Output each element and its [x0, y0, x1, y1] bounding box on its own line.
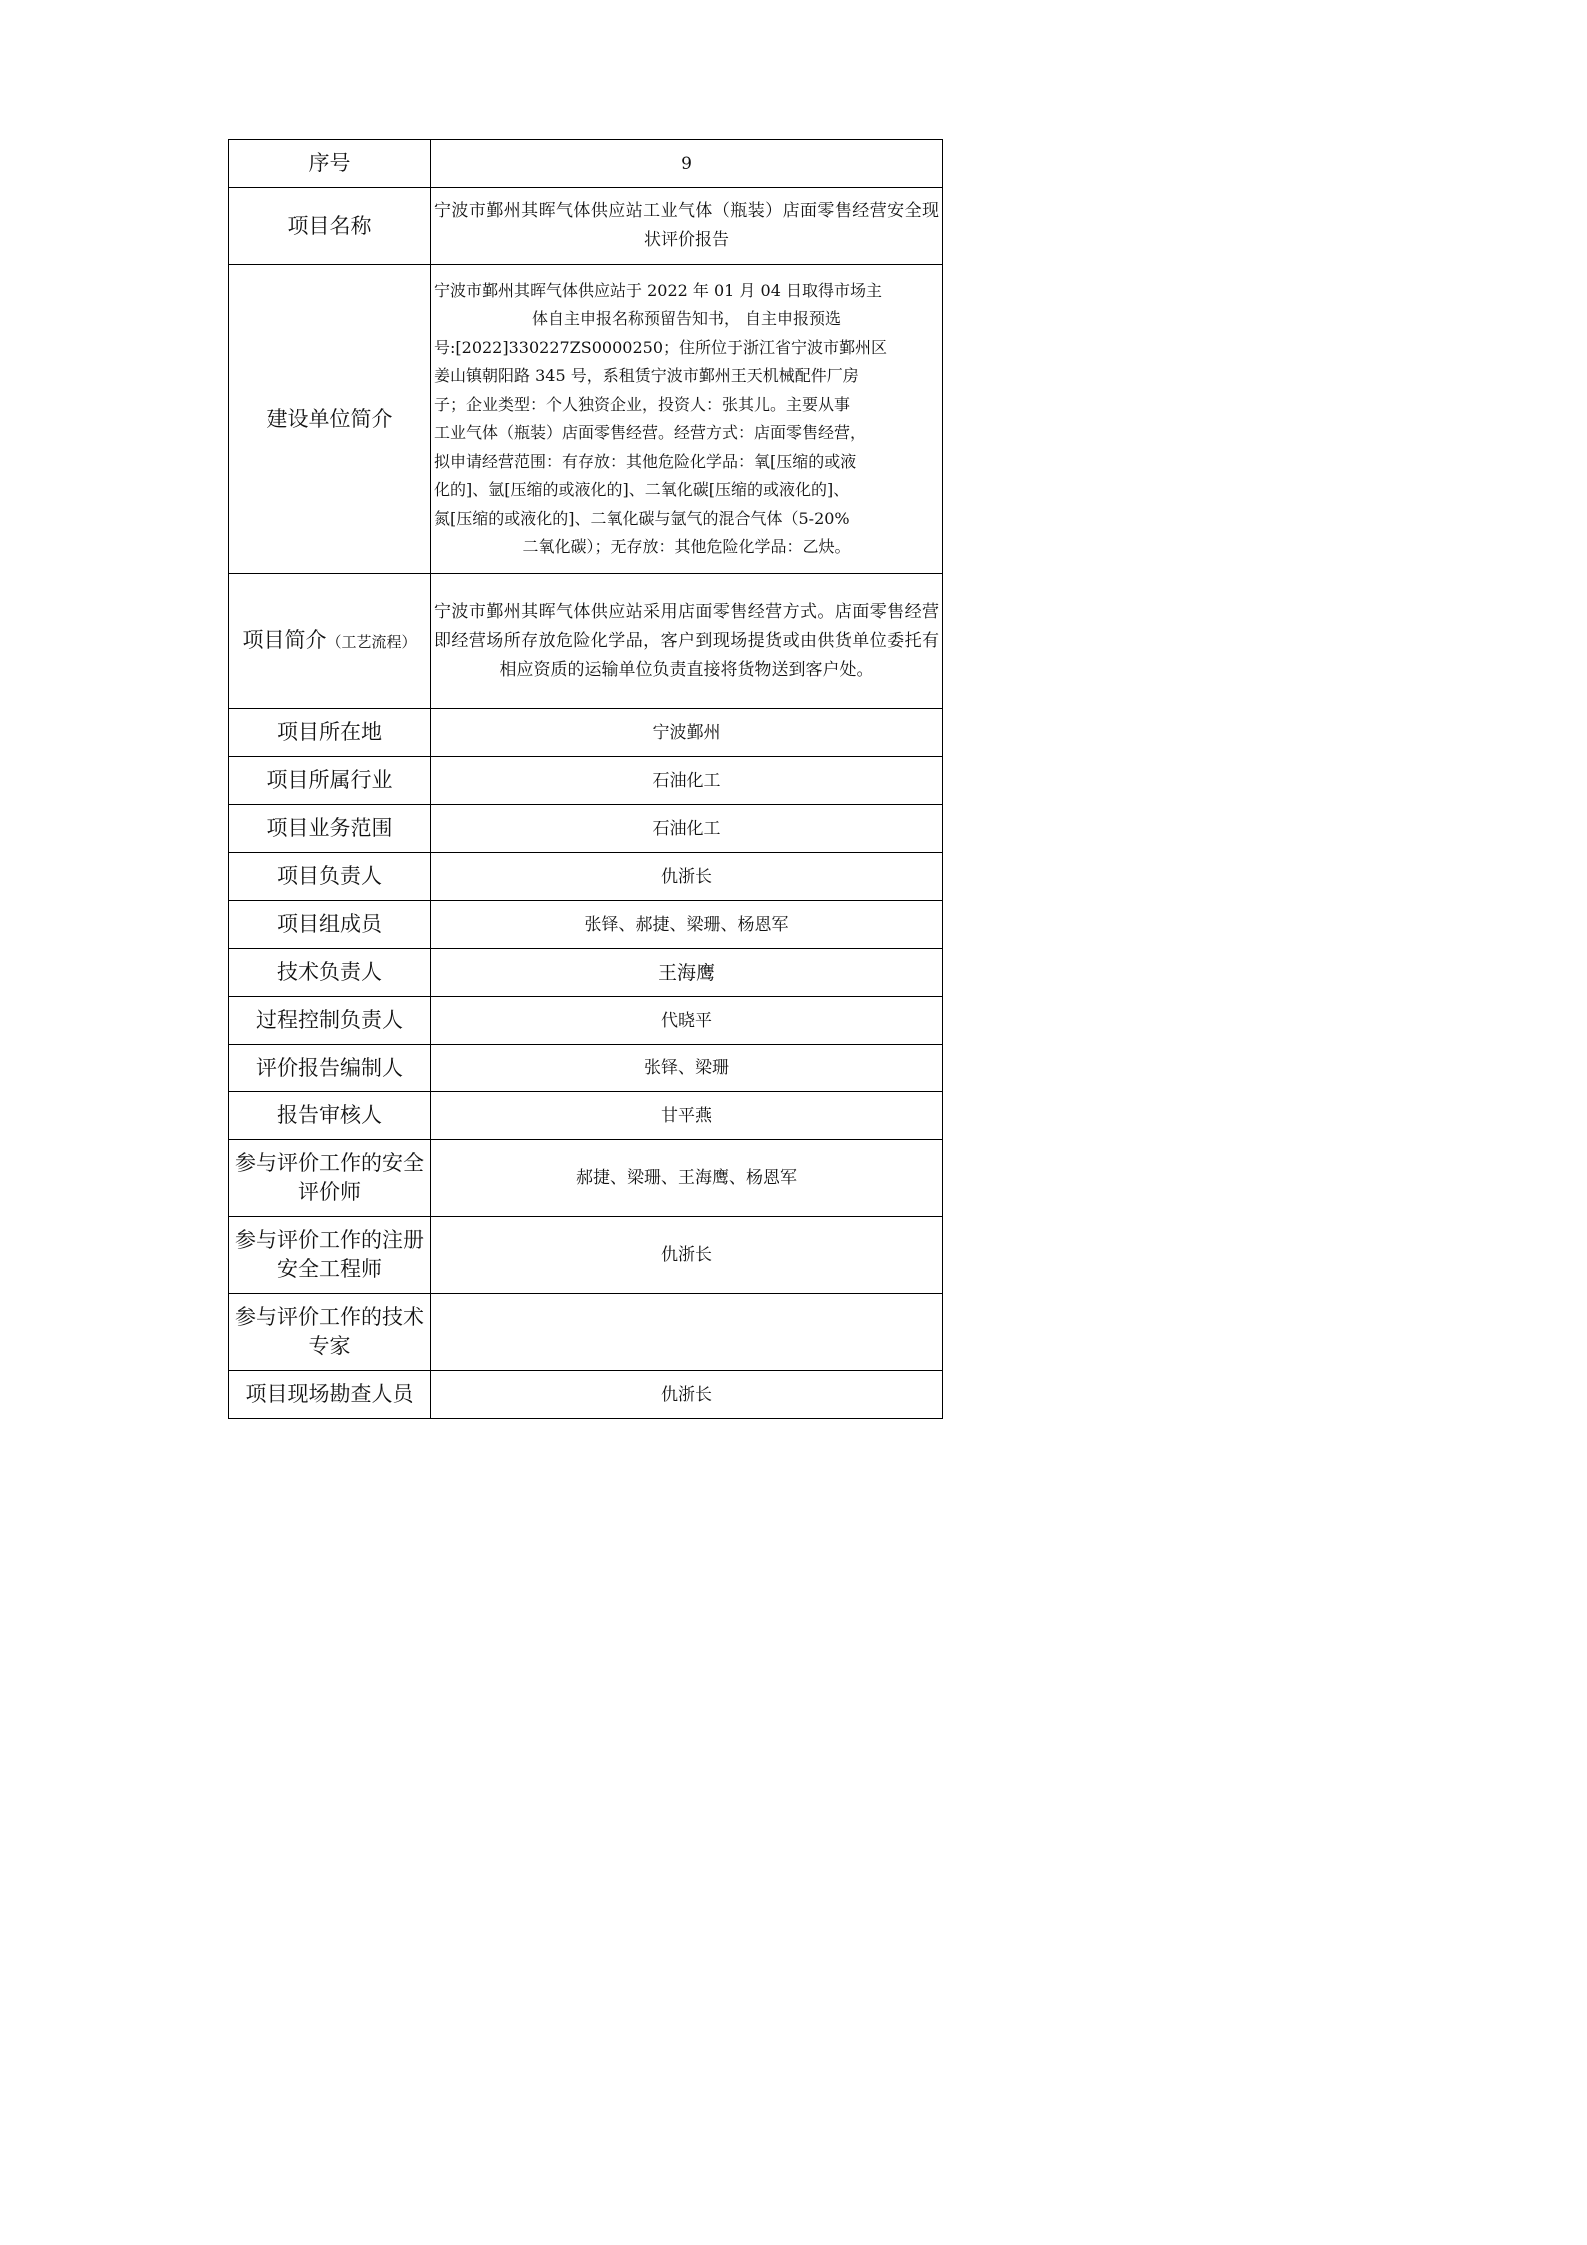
- row-label-process-control-lead: 过程控制负责人: [229, 997, 431, 1045]
- company-intro-line: 二氧化碳）；无存放：其他危险化学品：乙炔。: [522, 537, 851, 556]
- row-value-project-name: 宁波市鄞州其晖气体供应站工业气体（瓶装）店面零售经营安全现状评价报告: [431, 188, 943, 265]
- row-value-process-control-lead: 代晓平: [431, 997, 943, 1045]
- table-row: [229, 140, 943, 188]
- table-row: [229, 1045, 943, 1092]
- table-row: [229, 1092, 943, 1140]
- row-value-site-survey: 仇浙长: [431, 1371, 943, 1419]
- row-label-safety-assessors: 参与评价工作的安全评价师: [229, 1140, 431, 1217]
- row-value-team-members: 张铎、郝捷、梁珊、杨恩军: [431, 901, 943, 949]
- project-info-table: [228, 139, 943, 1419]
- company-intro-line: 化的]、氩[压缩的或液化的]、二氧化碳[压缩的或液化的]、: [434, 480, 850, 499]
- table-row: [229, 853, 943, 901]
- row-label-industry: 项目所属行业: [229, 757, 431, 805]
- company-intro-line: 氮[压缩的或液化的]、二氧化碳与氩气的混合气体（5-20%: [434, 508, 850, 528]
- row-value-serial: 9: [431, 140, 943, 188]
- row-label-team-members: 项目组成员: [229, 901, 431, 949]
- row-label-tech-experts: 参与评价工作的技术专家: [229, 1294, 431, 1371]
- row-label-project-name: 项目名称: [229, 188, 431, 265]
- row-label-tech-lead: 技术负责人: [229, 949, 431, 997]
- row-label-location: 项目所在地: [229, 709, 431, 757]
- row-value-safety-assessors: 郝捷、梁珊、王海鹰、杨恩军: [431, 1140, 943, 1217]
- project-intro-label-note: （工艺流程）: [326, 632, 417, 651]
- table-row: [229, 265, 943, 574]
- table-row: [229, 1217, 943, 1294]
- row-label-company-intro: 建设单位简介: [229, 265, 431, 574]
- row-label-report-reviewer: 报告审核人: [229, 1092, 431, 1140]
- row-label-project-intro: [229, 574, 431, 709]
- row-label-site-survey: 项目现场勘查人员: [229, 1371, 431, 1419]
- row-value-report-reviewer: 甘平燕: [431, 1092, 943, 1140]
- table-row: [229, 1294, 943, 1371]
- company-intro-line: 工业气体（瓶装）店面零售经营。经营方式：店面零售经营，: [434, 423, 867, 442]
- row-label-serial: 序号: [229, 140, 431, 188]
- company-intro-line: 姜山镇朝阳路 345 号，系租赁宁波市鄞州王天机械配件厂房: [434, 366, 859, 385]
- company-intro-line: 号:[2022]330227ZS0000250；住所位于浙江省宁波市鄞州区: [434, 337, 888, 357]
- table-row: [229, 1140, 943, 1217]
- table-row: [229, 805, 943, 853]
- row-value-tech-lead: 王海鹰: [431, 949, 943, 997]
- row-value-safety-engineers: 仇浙长: [431, 1217, 943, 1294]
- company-intro-line: 子；企业类型：个人独资企业，投资人：张其儿。主要从事: [434, 394, 851, 414]
- row-value-tech-experts: [431, 1294, 943, 1371]
- row-value-company-intro: [431, 265, 943, 574]
- document-page: [0, 0, 1110, 1567]
- row-value-project-intro: 宁波市鄞州其晖气体供应站采用店面零售经营方式。店面零售经营即经营场所存放危险化学品，客户到现场提货或由供货单位委托有相应资质的运输单位负责直接将货物送到客户处。: [431, 574, 943, 709]
- table-row: [229, 757, 943, 805]
- row-value-project-lead: 仇浙长: [431, 853, 943, 901]
- row-value-report-author: 张铎、梁珊: [431, 1045, 943, 1092]
- row-label-business-scope: 项目业务范围: [229, 805, 431, 853]
- company-intro-line: 宁波市鄞州其晖气体供应站于 2022 年 01 月 04 日取得市场主: [434, 280, 882, 300]
- company-intro-line: 拟申请经营范围：有存放：其他危险化学品：氧[压缩的或液: [434, 451, 857, 471]
- row-value-industry: 石油化工: [431, 757, 943, 805]
- row-value-business-scope: 石油化工: [431, 805, 943, 853]
- row-label-report-author: 评价报告编制人: [229, 1045, 431, 1092]
- table-row: [229, 949, 943, 997]
- row-label-safety-engineers: 参与评价工作的注册安全工程师: [229, 1217, 431, 1294]
- table-row: [229, 901, 943, 949]
- company-intro-line: 体自主申报名称预留告知书， 自主申报预选: [531, 309, 842, 328]
- table-row: [229, 709, 943, 757]
- table-row: [229, 1371, 943, 1419]
- row-value-location: 宁波鄞州: [431, 709, 943, 757]
- table-row: [229, 574, 943, 709]
- project-intro-label: 项目简介: [242, 627, 327, 652]
- table-row: [229, 997, 943, 1045]
- row-label-project-lead: 项目负责人: [229, 853, 431, 901]
- table-row: [229, 188, 943, 265]
